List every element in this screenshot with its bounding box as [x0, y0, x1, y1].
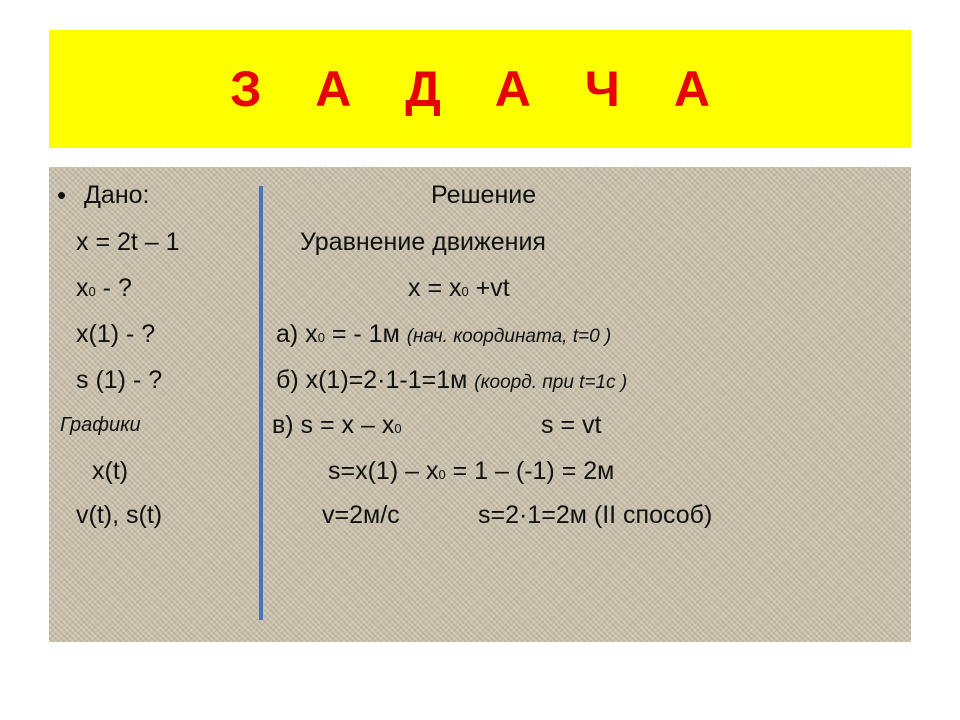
given-equation: x = 2t – 1 [76, 228, 180, 256]
bullet-icon: • [57, 180, 67, 210]
solution-heading: Решение [431, 181, 537, 209]
column-divider [259, 186, 263, 620]
given-x1-question: x(1) - ? [76, 320, 156, 348]
page-title: З А Д А Ч А [230, 61, 730, 117]
velocity-result: v=2м/с [322, 501, 400, 529]
step-a-note: (нач. координата, t=0 ) [406, 326, 612, 347]
step-b-note: (коорд. при t=1с ) [474, 372, 628, 393]
motion-equation-label: Уравнение движения [300, 228, 546, 256]
step-c-formula: s = vt [541, 411, 602, 439]
graph-xt: x(t) [92, 457, 129, 485]
graphs-label: Графики [60, 414, 141, 436]
given-x0-question: x0 - ? [76, 274, 132, 302]
motion-equation: x = x0 +vt [408, 274, 510, 302]
step-b: б) x(1)=2·1-1=1м (коорд. при t=1с ) [276, 366, 628, 394]
given-label: Дано: [84, 181, 150, 209]
step-a: а) x0 = - 1м (нач. координата, t=0 ) [276, 320, 612, 348]
step-d: s=x(1) – x0 = 1 – (-1) = 2м [328, 457, 615, 485]
graph-vt-st: v(t), s(t) [76, 501, 163, 529]
title-banner [49, 30, 911, 148]
step-c: в) s = x – x0 [272, 411, 402, 439]
given-s1-question: s (1) - ? [76, 366, 163, 394]
second-way-result: s=2·1=2м (II способ) [478, 501, 713, 529]
